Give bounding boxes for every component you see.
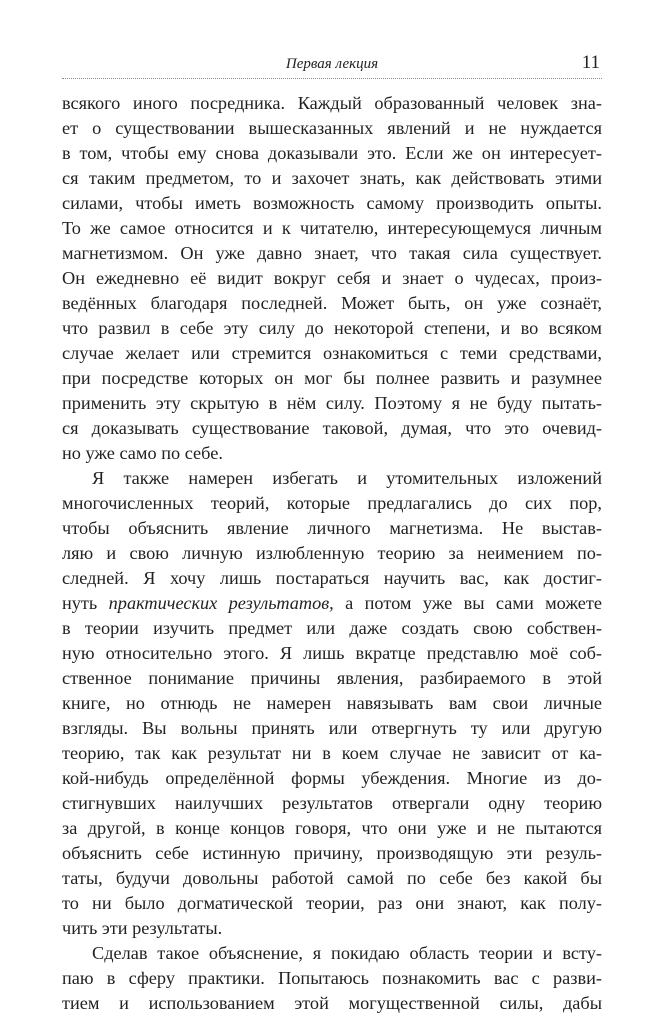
text-line: кой-нибудь определённой формы убеждения. Многие из до- <box>62 768 602 788</box>
text-line: всякого иного посредника. Каждый образованный человек зна- <box>62 93 602 113</box>
text-line: за другой, в конце концов говоря, что они уже и не пытаются <box>62 818 602 838</box>
text-line: в том, чтобы ему снова доказывали это. Если же он интересует- <box>62 143 602 163</box>
text-line: силами, чтобы иметь возможность самому производить опыты. <box>62 193 602 213</box>
text-line: в теории изучить предмет или даже создать свою собствен- <box>62 618 602 638</box>
page-header <box>62 52 602 76</box>
text-line: но уже само по себе. <box>62 443 223 463</box>
text-line <box>62 591 602 616</box>
text-line: ную относительно этого. Я лишь вкратце представлю моё соб- <box>62 643 602 663</box>
text-line: ся доказывать существование таковой, думая, что это очевид- <box>62 418 602 438</box>
page-number: 11 <box>581 52 600 73</box>
text-line: таты, будучи довольны работой самой по себе без какой бы <box>62 868 602 888</box>
text-line: применить эту скрытую в нём силу. Поэтому я не буду пытать- <box>62 393 602 413</box>
italic-emphasis: практических результатов, <box>108 593 334 613</box>
text-line: что развил в себе эту силу до некоторой степени, и во всяком <box>62 318 602 338</box>
text-segment: нуть <box>62 593 98 613</box>
text-line: ся таким предметом, то и захочет знать, как действовать этими <box>62 168 602 188</box>
text-line: тием и использованием этой могущественной силы, дабы <box>62 993 602 1013</box>
text-line: ственное понимание причины явления, разбираемого в этой <box>62 668 602 688</box>
running-title: Первая лекция <box>285 56 379 72</box>
text-line: теорию, так как результат ни в коем случае не зависит от ка- <box>62 743 602 763</box>
text-line: паю в сферу практики. Попытаюсь познакомить вас с разви- <box>62 968 602 988</box>
text-line: при посредстве которых он мог бы полнее развить и разумнее <box>62 368 602 388</box>
header-divider <box>62 78 602 79</box>
text-segment: а потом уже вы сами можете <box>345 593 602 613</box>
text-line: То же самое относится и к читателю, интересующемуся личным <box>62 218 602 238</box>
text-line: ляю и свою личную излюбленную теорию за неимением по- <box>62 543 602 563</box>
text-line: объяснить себе истинную причину, производящую эти резуль- <box>62 843 602 863</box>
text-line: случае желает или стремится ознакомиться с теми средствами, <box>62 343 602 363</box>
text-line: взгляды. Вы вольны принять или отвергнуть ту или другую <box>62 718 602 738</box>
body-text <box>62 91 602 1016</box>
text-line: магнетизмом. Он уже давно знает, что такая сила существует. <box>62 243 602 263</box>
text-line: ет о существовании вышесказанных явлений и не нуждается <box>62 118 602 138</box>
text-line: чить эти результаты. <box>62 918 223 938</box>
text-line: книге, но отнюдь не намерен навязывать вам свои личные <box>62 693 602 713</box>
text-line: стигнувших наилучших результатов отвергали одну теорию <box>62 793 602 813</box>
text-line: ведённых благодаря последней. Может быть, он уже сознаёт, <box>62 293 602 313</box>
text-line: Сделав такое объяснение, я покидаю область теории и всту- <box>92 943 602 963</box>
text-line: Он ежедневно её видит вокруг себя и знает о чудесах, произ- <box>62 268 602 288</box>
text-line: следней. Я хочу лишь постараться научить вас, как достиг- <box>62 568 602 588</box>
text-line: то ни было догматической теории, раз они знают, как полу- <box>62 893 602 913</box>
text-line: многочисленных теорий, которые предлагались до сих пор, <box>62 493 602 513</box>
text-line: чтобы объяснить явление личного магнетизма. Не выстав- <box>62 518 602 538</box>
text-line: Я также намерен избегать и утомительных изложений <box>92 468 602 488</box>
